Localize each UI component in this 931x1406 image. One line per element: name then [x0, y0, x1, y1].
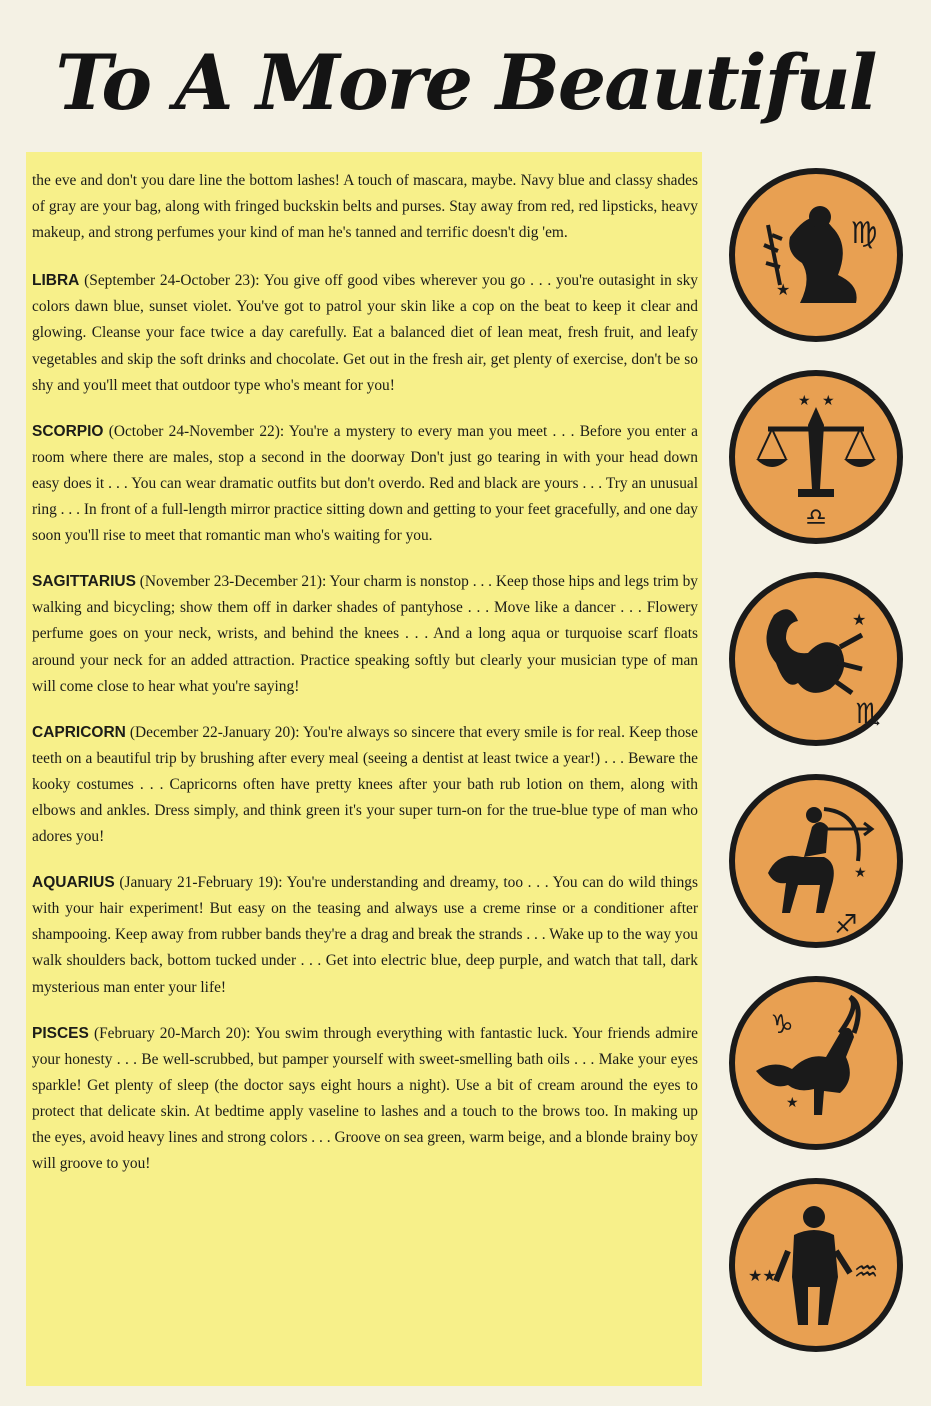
zodiac-medallion-column [728, 167, 906, 1379]
libra-medallion-icon [728, 369, 904, 545]
svg-text:★★: ★★ [748, 1266, 777, 1285]
sign-text: (November 23-December 21): Your charm is nonstop . . . Keep those hips and legs trim by walking and bicycling; show them off in darker shades of pantyhose . . . Move like a dancer . . . Flowery perfume goes on your neck, wrists, and behind the knees . . . And a long aqua or turquoise scarf floats around your neck for an added attraction. Practice speaking softly but clearly your musician type of man will come close to hear what you're saying! [32, 573, 698, 695]
sign-name: SCORPIO [32, 422, 104, 440]
sign-paragraph-pisces [32, 1021, 698, 1178]
sign-name: CAPRICORN [32, 723, 126, 741]
sign-text: (February 20-March 20): You swim through everything with fantastic luck. Your friends admire your honesty . . . Be well-scrubbed, but pamper yourself with sweet-smelling bath oils . . . Make your eyes sparkle! Get plenty of sleep (the doctor says eight hours a night). Use a bit of cream around the eyes to protect that delicate skin. At bedtime apply vaseline to lashes and a touch to the brows too. In making up the eyes, avoid heavy lines and strong colors . . . Groove on sea green, warm beige, and a blonde brainy boy will groove to you! [32, 1024, 698, 1173]
svg-text:♒: ♒ [853, 1255, 879, 1288]
sign-text: (September 24-October 23): You give off good vibes wherever you go . . . you're outasight in sky colors dawn blue, sunset violet. You've got to patrol your skin like a cop on the beat to keep it clear and glowing. Cleanse your face twice a day carefully. Eat a balanced diet of lean meat, fresh fruit, and leafy vegetables and skip the soft drinks and chocolate. Get out in the fresh air, get plenty of exercise, don't be so shy and you'll meet that outdoor type who's meant for you! [32, 272, 698, 394]
scorpio-medallion-icon [728, 571, 904, 747]
sign-name: LIBRA [32, 272, 80, 290]
sign-text: (October 24-November 22): You're a mystery to every man you meet . . . Before you enter a room where there are males, stop a second in the doorway Don't just go tearing in with your head down easy does it . . . You can wear dramatic outfits but don't overdo. Red and black are yours . . . Try an unusual ring . . . In front of a full-length mirror practice sitting down and getting to your feet gracefully, and one day soon you'll rise to meet that romantic man who's waiting for you. [32, 422, 698, 545]
svg-text:♍: ♍ [850, 216, 878, 251]
sign-name: PISCES [32, 1024, 89, 1042]
svg-text:♑: ♑ [770, 1010, 794, 1040]
svg-text:★: ★ [798, 393, 811, 409]
sign-text: (December 22-January 20): You're always so sincere that every smile is for real. Keep those teeth on a beautiful trip by brushing after every meal (seeing a dentist at least twice a year!) . . . Beware the kooky costumes . . . Capricorns often have pretty knees after your bath rub lotion on them, along with elbows and ankles. Dress simply, and think green it's your super turn-on for the true-blue type of man who adores you! [32, 723, 698, 846]
virgo-medallion-icon [728, 167, 904, 343]
svg-text:★: ★ [776, 280, 791, 299]
sign-paragraph-libra [32, 268, 698, 398]
horoscope-text-panel [26, 152, 702, 1386]
aquarius-pisces-medallion-icon [728, 1177, 904, 1353]
svg-text:★: ★ [822, 393, 835, 409]
sign-paragraph-capricorn [32, 720, 698, 850]
sign-paragraph-sagittarius [32, 569, 698, 699]
sign-paragraph-aquarius [32, 870, 698, 1000]
sagittarius-medallion-icon [728, 773, 904, 949]
sign-name: SAGITTARIUS [32, 573, 136, 591]
capricorn-medallion-icon [728, 975, 904, 1151]
intro-paragraph: the eve and don't you dare line the bottom lashes! A touch of mascara, maybe. Navy blue and classy shades of gray are your bag, along with fringed buckskin belts and purses. Stay away from red, red lipsticks, heavy makeup, and strong perfumes your kind of man he's tanned and terrific doesn't dig 'em. [32, 172, 698, 242]
svg-text:★: ★ [854, 865, 867, 881]
sign-text: (January 21-February 19): You're understanding and dreamy, too . . . You can do wild things with your hair experiment! But easy on the teasing and always use a creme rinse or a conditioner after shampooing. Keep away from rubber bands they're a drag and break the strands . . . Wake up to the way you walk shoulders back, bottom tucked under . . . Get into electric blue, deep purple, and watch that tall, dark mysterious man enter your life! [32, 874, 698, 996]
svg-text:★: ★ [852, 610, 867, 629]
svg-text:♐: ♐ [834, 910, 858, 940]
svg-text:♎: ♎ [805, 503, 827, 531]
sign-paragraph-scorpio [32, 419, 698, 549]
svg-text:♏: ♏ [855, 697, 881, 730]
sign-name: AQUARIUS [32, 874, 115, 892]
page-title: To A More Beautiful [55, 38, 876, 127]
svg-text:★: ★ [786, 1095, 799, 1111]
